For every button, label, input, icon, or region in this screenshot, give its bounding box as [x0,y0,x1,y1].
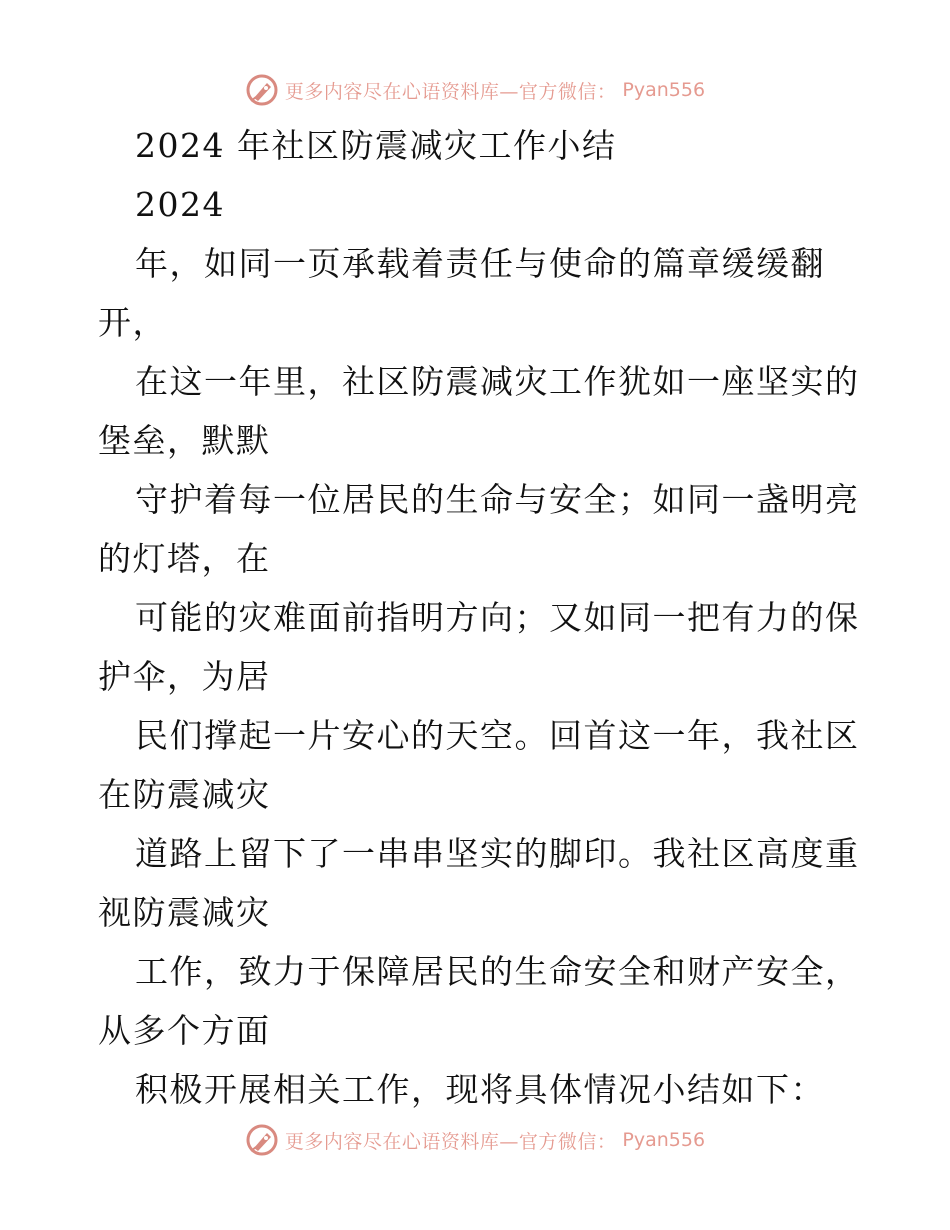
text-line: 在防震减灾 [98,775,271,814]
text-line: 从多个方面 [98,1011,271,1050]
text-line: 在这一年里，社区防震减灾工作犹如一座坚实的 [135,362,860,401]
text-line: 开， [98,303,167,342]
text-line: 护伞，为居 [98,657,271,696]
text-line: 道路上留下了一串串坚实的脚印。我社区高度重 [135,834,860,873]
text-line: 民们撑起一片安心的天空。回首这一年，我社区 [135,716,860,755]
header-banner-content [245,73,705,107]
document-title: 2024 年社区防震减灾工作小结 [135,126,617,165]
header-banner [0,70,950,110]
text-line: 守护着每一位居民的生命与安全；如同一盏明亮 [135,480,860,519]
pen-nib-logo-icon [245,1123,279,1157]
text-line: 堡垒，默默 [98,421,271,460]
header-banner-text: 更多内容尽在心语资料库—官方微信： [284,80,617,103]
text-line: 积极开展相关工作，现将具体情况小结如下： [135,1070,825,1109]
footer-banner-text: 更多内容尽在心语资料库—官方微信： [284,1130,617,1153]
pen-nib-logo-icon [245,73,279,107]
footer-banner-wechat-id: Pyan556 [622,1129,706,1151]
text-line: 可能的灾难面前指明方向；又如同一把有力的保 [135,598,860,637]
text-line: 年，如同一页承载着责任与使命的篇章缓缓翻 [135,244,825,283]
text-line: 工作，致力于保障居民的生命安全和财产安全， [135,952,860,991]
text-line: 的灯塔，在 [98,539,271,578]
text-line: 视防震减灾 [98,893,271,932]
footer-banner-content [245,1123,705,1157]
header-banner-wechat-id: Pyan556 [622,79,706,101]
footer-banner [0,1120,950,1160]
text-line: 2024 [135,185,225,224]
